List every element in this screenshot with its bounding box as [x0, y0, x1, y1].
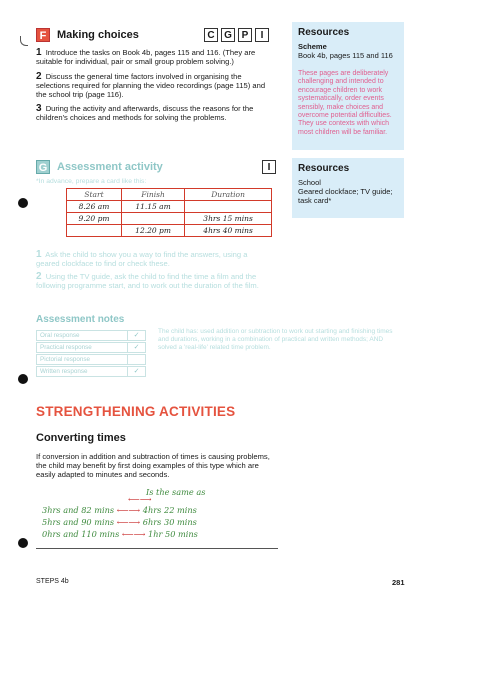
hw-example-row: [42, 517, 197, 527]
instruction-item: [36, 250, 271, 268]
double-arrow-icon: ⟵⟶: [116, 505, 141, 515]
binder-hole: [18, 374, 28, 384]
table-row: [67, 201, 272, 213]
table-header-row: [67, 189, 272, 201]
instruction-item: [36, 104, 271, 122]
corner-mark: [20, 36, 28, 46]
task-card-table: [66, 188, 272, 237]
strengthening-body: If conversion in addition and subtraction of times is causing problems, the child may benefit by first doing examples of this type which are easily adapted to minutes and seconds.: [36, 452, 270, 480]
table-row: [67, 213, 272, 225]
table-cell: [121, 213, 184, 225]
section-letter: F: [36, 28, 50, 42]
table-cell: 9.20 pm: [67, 213, 122, 225]
instruction-item: [36, 72, 271, 100]
item-text: During the activity and afterwards, discuss the reasons for the children's choices and methods for solving the problems.: [36, 104, 254, 123]
checklist-row: [36, 342, 146, 353]
intro-text: *In advance, prepare a card like this:: [36, 178, 147, 185]
table-cell: [67, 225, 122, 237]
resources-panel: [292, 158, 404, 218]
check-icon: ✓: [127, 367, 145, 376]
hw-title: Is the same as: [146, 487, 206, 497]
code-box: C: [204, 28, 218, 42]
item-number: 1: [36, 249, 42, 260]
table-header: Start: [67, 189, 122, 201]
item-number: 1: [36, 47, 42, 58]
hw-example-row: [42, 529, 198, 539]
assessment-criteria: The child has: used addition or subtraction to work out starting and finishing times and durations, working in a combination of practical and written methods; AND solved a 'real-life' related time problem.: [158, 328, 393, 351]
hw-left: 3hrs and 82 mins: [42, 505, 115, 515]
checklist-label: Oral response: [40, 332, 80, 339]
item-text: Introduce the tasks on Book 4b, pages 115 and 116. (They are suitable for individual, pair or small group problem solving.): [36, 48, 256, 67]
table-header: Finish: [121, 189, 184, 201]
double-arrow-icon: ⟵⟶: [116, 517, 141, 527]
response-checklist: [36, 330, 146, 378]
hw-example-row: [42, 505, 197, 515]
activity-codes: [204, 28, 269, 42]
hw-right: 1hr 50 mins: [148, 529, 198, 539]
table-cell: 8.26 am: [67, 201, 122, 213]
table-cell: 4hrs 40 mins: [185, 225, 272, 237]
instruction-item: [36, 272, 271, 290]
hw-right: 6hrs 30 mins: [142, 517, 197, 527]
table-cell: [185, 201, 272, 213]
resources-line: Book 4b, pages 115 and 116: [298, 51, 393, 60]
hw-left: 5hrs and 90 mins: [42, 517, 115, 527]
binder-hole: [18, 538, 28, 548]
section-f-header: [36, 28, 139, 42]
code-box: I: [255, 28, 269, 42]
item-text: Ask the child to show you a way to find the answers, using a geared clockface to find or check these.: [36, 250, 248, 269]
table-cell: 11.15 am: [121, 201, 184, 213]
table-cell: 3hrs 15 mins: [185, 213, 272, 225]
checklist-label: Written response: [40, 368, 88, 375]
resources-sub: School: [298, 178, 321, 187]
table-row: [67, 225, 272, 237]
strengthening-heading: STRENGTHENING ACTIVITIES: [36, 404, 236, 419]
item-number: 2: [36, 71, 42, 82]
resources-sub: Scheme: [298, 42, 327, 51]
checklist-label: Pictorial response: [40, 356, 91, 363]
check-icon: ✓: [127, 343, 145, 352]
handwritten-examples: [36, 485, 278, 549]
checklist-row: [36, 330, 146, 341]
item-text: Using the TV guide, ask the child to find the time a film and the following programme start, and to work out the duration of the film.: [36, 272, 259, 291]
code-box: P: [238, 28, 252, 42]
resources-panel: [292, 22, 404, 150]
double-arrow-icon: ⟵⟶: [121, 529, 146, 539]
item-text: Discuss the general time factors involved in organising the selections required for planning the video recordings (page 115) and the school trip (page 116).: [36, 72, 266, 100]
resources-title: Resources: [298, 27, 350, 38]
item-number: 2: [36, 271, 42, 282]
page-number: 281: [392, 578, 405, 587]
table-header: Duration: [185, 189, 272, 201]
section-title: Making choices: [57, 29, 139, 41]
converting-times-heading: Converting times: [36, 432, 126, 444]
section-title: Assessment activity: [57, 161, 163, 173]
code-box: G: [221, 28, 235, 42]
checklist-label: Practical response: [40, 344, 92, 351]
check-icon: [127, 355, 145, 364]
activity-codes: [262, 160, 276, 174]
resources-note: These pages are deliberately challenging and intended to encourage children to work systematically, order events sensibly, make choices and overcome potential difficulties. They use contexts with which most children will be familiar.: [298, 70, 392, 136]
footer-book-label: STEPS 4b: [36, 578, 69, 585]
hw-right: 4hrs 22 mins: [142, 505, 197, 515]
double-arrow-icon: ⟵⟶: [128, 494, 152, 504]
section-g-header: [36, 160, 163, 174]
code-box: I: [262, 160, 276, 174]
instruction-item: [36, 48, 271, 66]
item-number: 3: [36, 103, 42, 114]
checklist-row: [36, 354, 146, 365]
table-cell: 12.20 pm: [121, 225, 184, 237]
hw-left: 0hrs and 110 mins: [42, 529, 120, 539]
resources-title: Resources: [298, 163, 350, 174]
check-icon: ✓: [127, 331, 145, 340]
checklist-row: [36, 366, 146, 377]
binder-hole: [18, 198, 28, 208]
section-letter: G: [36, 160, 50, 174]
assessment-notes-title: Assessment notes: [36, 314, 125, 325]
resources-line: Geared clockface; TV guide; task card*: [298, 187, 393, 205]
